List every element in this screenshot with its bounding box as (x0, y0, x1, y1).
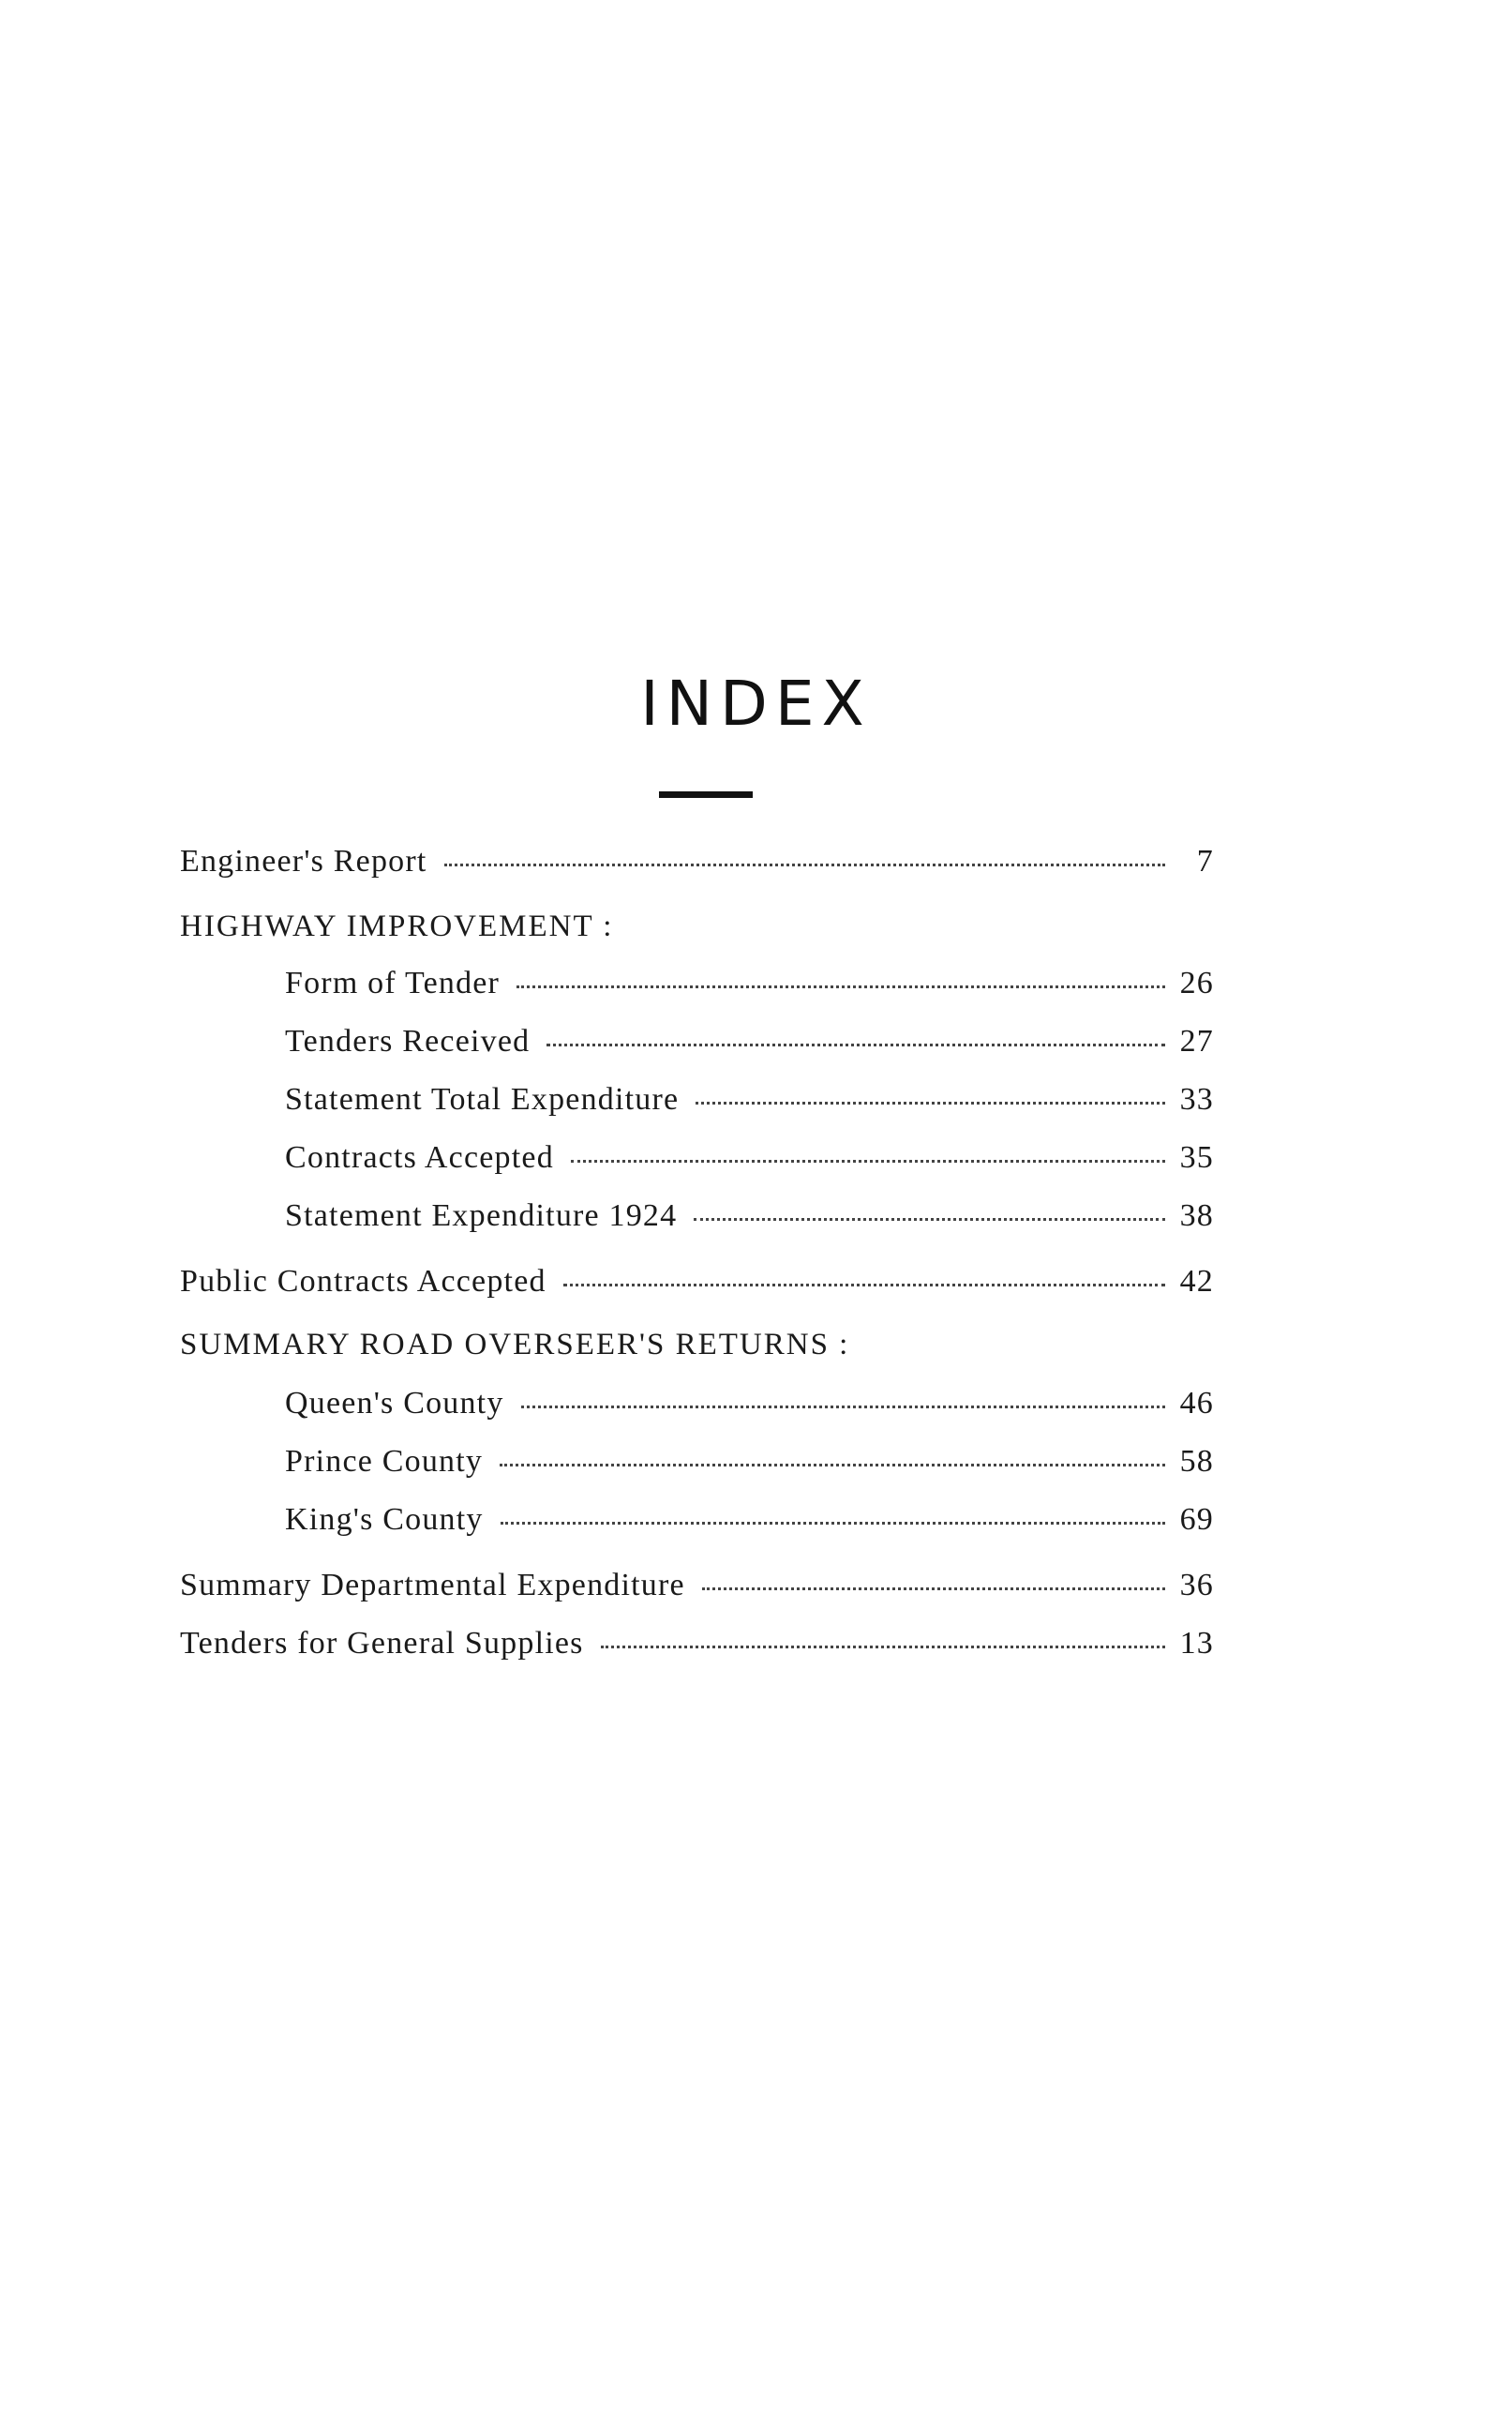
entry-label: Public Contracts Accepted (180, 1264, 546, 1299)
dot-leader (501, 1522, 1165, 1525)
index-title: INDEX (640, 668, 872, 740)
entry-page-number: 26 (1179, 966, 1214, 1000)
dot-leader (571, 1160, 1165, 1163)
entry-label: Tenders Received (285, 1024, 531, 1059)
index-entry-contracts-accepted (285, 1142, 1214, 1174)
index-entry-engineers-report (180, 846, 1214, 878)
dot-leader (500, 1464, 1165, 1466)
entry-page-number: 69 (1179, 1502, 1214, 1537)
index-entry-tenders-for-general-supplies (180, 1628, 1214, 1660)
dot-leader (546, 1044, 1165, 1046)
index-entry-prince-county (285, 1446, 1214, 1478)
entry-page-number: 13 (1179, 1626, 1214, 1661)
entry-page-number: 58 (1179, 1444, 1214, 1479)
dot-leader (702, 1587, 1165, 1590)
index-entry-statement-total-expenditure (285, 1084, 1214, 1116)
entry-page-number: 33 (1179, 1082, 1214, 1117)
dot-leader (521, 1406, 1165, 1408)
entry-label: King's County (285, 1502, 484, 1537)
index-entry-summary-departmental-expenditure (180, 1570, 1214, 1601)
entry-label: Engineer's Report (180, 844, 427, 879)
index-entry-form-of-tender (285, 968, 1214, 1000)
index-entry-kings-county (285, 1504, 1214, 1536)
entry-label: Statement Total Expenditure (285, 1082, 680, 1117)
entry-label: Summary Departmental Expenditure (180, 1568, 685, 1602)
dot-leader (694, 1218, 1165, 1221)
entry-label: Contracts Accepted (285, 1140, 554, 1175)
index-entry-tenders-received (285, 1026, 1214, 1058)
section-heading-summary-road-overseers-returns: SUMMARY ROAD OVERSEER'S RETURNS : (180, 1328, 850, 1361)
dot-leader (696, 1102, 1165, 1105)
dot-leader (563, 1284, 1165, 1286)
entry-page-number: 35 (1179, 1140, 1214, 1175)
entry-page-number: 36 (1179, 1568, 1214, 1602)
entry-label: Statement Expenditure 1924 (285, 1198, 678, 1233)
title-underline (659, 791, 753, 798)
entry-page-number: 7 (1196, 844, 1214, 879)
dot-leader (444, 864, 1165, 866)
entry-label: Tenders for General Supplies (180, 1626, 584, 1661)
entry-label: Prince County (285, 1444, 484, 1479)
entry-page-number: 42 (1179, 1264, 1214, 1299)
index-entry-statement-expenditure-1924 (285, 1200, 1214, 1232)
entry-page-number: 38 (1179, 1198, 1214, 1233)
entry-page-number: 27 (1179, 1024, 1214, 1059)
entry-page-number: 46 (1179, 1386, 1214, 1421)
section-heading-highway-improvement: HIGHWAY IMPROVEMENT : (180, 910, 614, 943)
entry-label: Queen's County (285, 1386, 504, 1421)
dot-leader (601, 1646, 1165, 1648)
dot-leader (516, 985, 1165, 988)
index-entry-queens-county (285, 1388, 1214, 1420)
entry-label: Form of Tender (285, 966, 501, 1000)
index-entry-public-contracts-accepted (180, 1266, 1214, 1298)
